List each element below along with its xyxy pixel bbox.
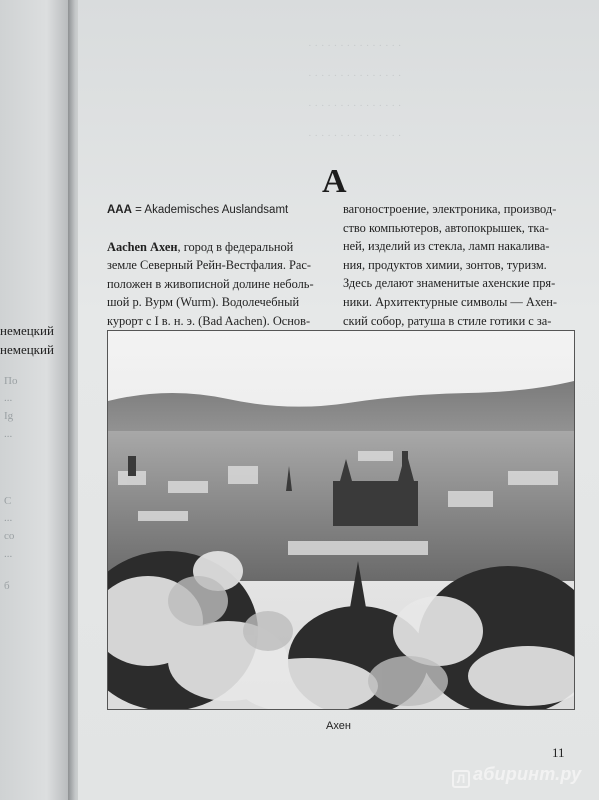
bleed-through-text: · · · · · · · · · · · · · · ·	[308, 70, 402, 82]
left-page-faint-line: б	[4, 580, 10, 592]
entry-line: вагоностроение, электроника, производ-	[343, 202, 557, 216]
left-page-faint-line: ...	[4, 428, 13, 440]
entry-gap	[107, 220, 329, 238]
entry-text: земле Северный Рейн-Вестфалия. Рас-	[107, 258, 312, 273]
left-page-faint-line: ...	[4, 392, 13, 404]
entry-text: курорт с I в. н. э. (Bad Aachen). Основ-	[107, 313, 311, 328]
entry-line: ники. Архитектурные символы — Ахен-	[343, 294, 557, 309]
entry-headword: Aachen Ахен	[107, 239, 178, 254]
labirint-logo-icon: Л	[452, 770, 470, 788]
left-page	[0, 0, 78, 800]
entry-line: ней, изделий из стекла, ламп накалива-	[343, 239, 550, 254]
entry-line	[107, 256, 329, 275]
entry-text: , город в федеральной	[177, 239, 294, 254]
entry-line	[107, 275, 329, 294]
bleed-through-text: · · · · · · · · · · · · · · ·	[308, 40, 402, 52]
left-page-line: немецкий	[0, 342, 54, 357]
page-number: 11	[552, 745, 565, 760]
left-page-faint-line: со	[4, 530, 15, 542]
entry-line	[107, 200, 329, 220]
left-page-line: немецкий	[0, 323, 54, 338]
labirint-watermark	[452, 764, 581, 788]
entry-column-right	[343, 200, 573, 349]
entry-line: Здесь делают знаменитые ахенские пря-	[343, 276, 556, 291]
entry-text: шой р. Вурм (Wurm). Водолечебный	[107, 295, 300, 310]
entry-text: положен в живописной долине неболь-	[107, 276, 314, 291]
bleed-through-text: · · · · · · · · · · · · · · ·	[308, 100, 402, 112]
entry-line	[107, 293, 329, 312]
entry-line: ния, продуктов химии, зонтов, туризм.	[343, 257, 547, 272]
entry-headword: AAA	[107, 204, 132, 216]
watermark-text: абиринт.ру	[473, 764, 582, 784]
left-page-faint-line: С	[4, 495, 12, 507]
entry-text: = Akademisches Auslandsamt	[131, 204, 289, 216]
bleed-through-text: · · · · · · · · · · · · · · ·	[308, 130, 402, 142]
entry-line: ство компьютеров, автопокрышек, тка-	[343, 220, 549, 235]
left-page-faint-line: ...	[4, 512, 13, 524]
left-page-faint-line: ...	[4, 548, 13, 560]
entry-column-left	[107, 200, 329, 349]
city-photo	[107, 330, 575, 710]
entry-line	[107, 312, 329, 331]
section-letter: А	[322, 163, 347, 200]
left-page-faint-line: Ig	[4, 410, 14, 422]
entry-line	[107, 238, 329, 257]
entry-line: ский собор, ратуша в стиле готики с за-	[343, 313, 552, 328]
left-page-faint-line: По	[4, 375, 18, 387]
photo-caption: Ахен	[326, 720, 351, 732]
